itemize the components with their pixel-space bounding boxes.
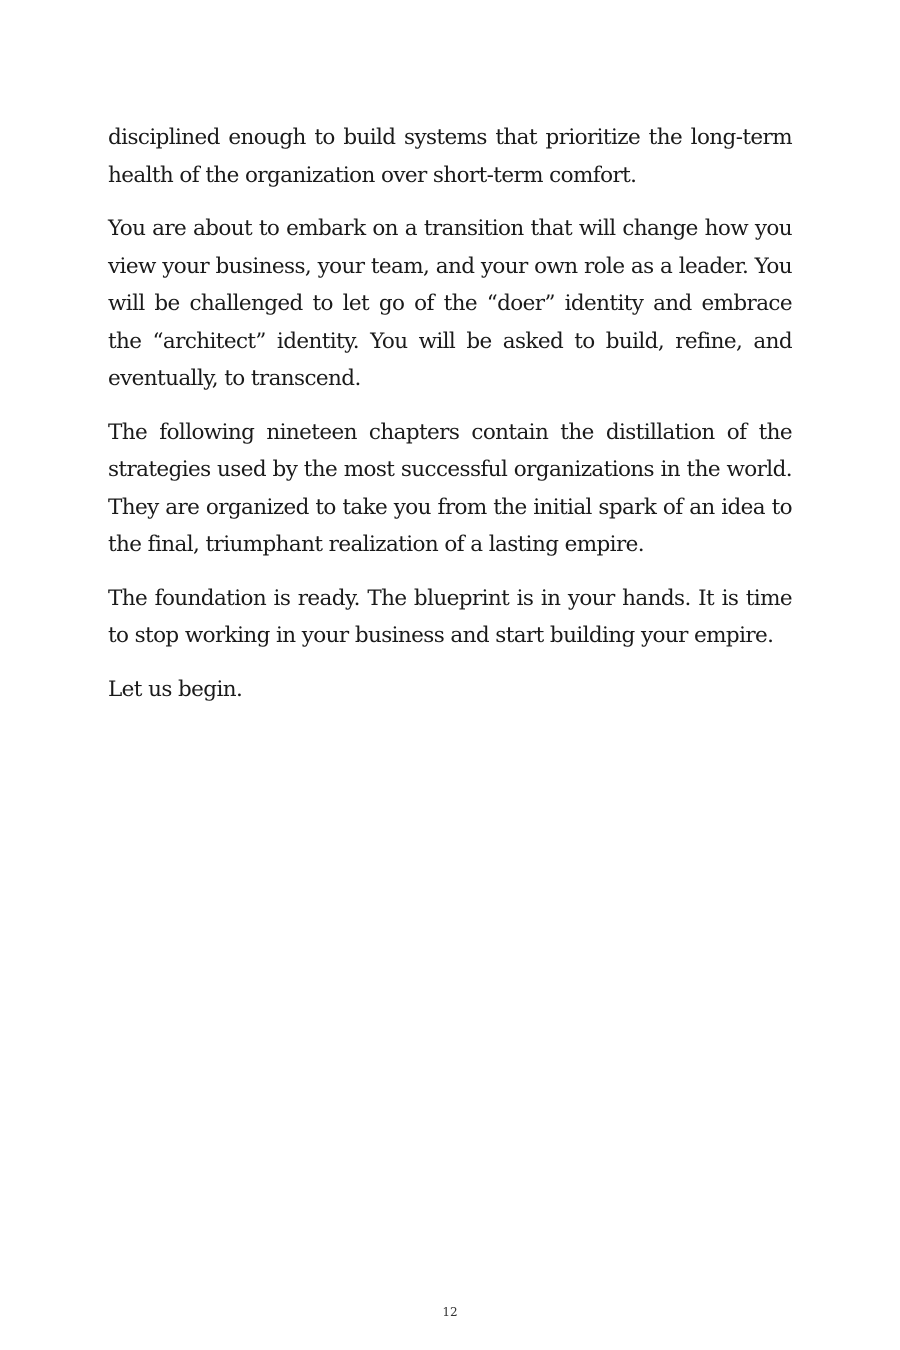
paragraph-chapters-overview: The following nineteen chapters contain the distillation of the strategies used by the most successful organizations in the world. They are organized to take you from the initial spark of an idea to the final, triumphant realization of a lasting empire. [108,419,792,557]
paragraph-foundation: The foundation is ready. The blueprint is in your hands. It is time to stop working in your business and start building your empire. [108,585,792,648]
paragraph-continuation: disciplined enough to build systems that prioritize the long-term health of the organization over short-term comfort. [108,125,792,188]
paragraph-closing: Let us begin. [108,676,243,702]
page-body [108,119,792,724]
page-number: 12 [442,1305,458,1319]
paragraph-transition: You are about to embark on a transition that will change how you view your business, your team, and your own role as a leader. You will be challenged to let go of the “doer” identity and embrace the “architect” identity. You will be asked to build, refine, and eventually, to transcend. [108,216,792,391]
